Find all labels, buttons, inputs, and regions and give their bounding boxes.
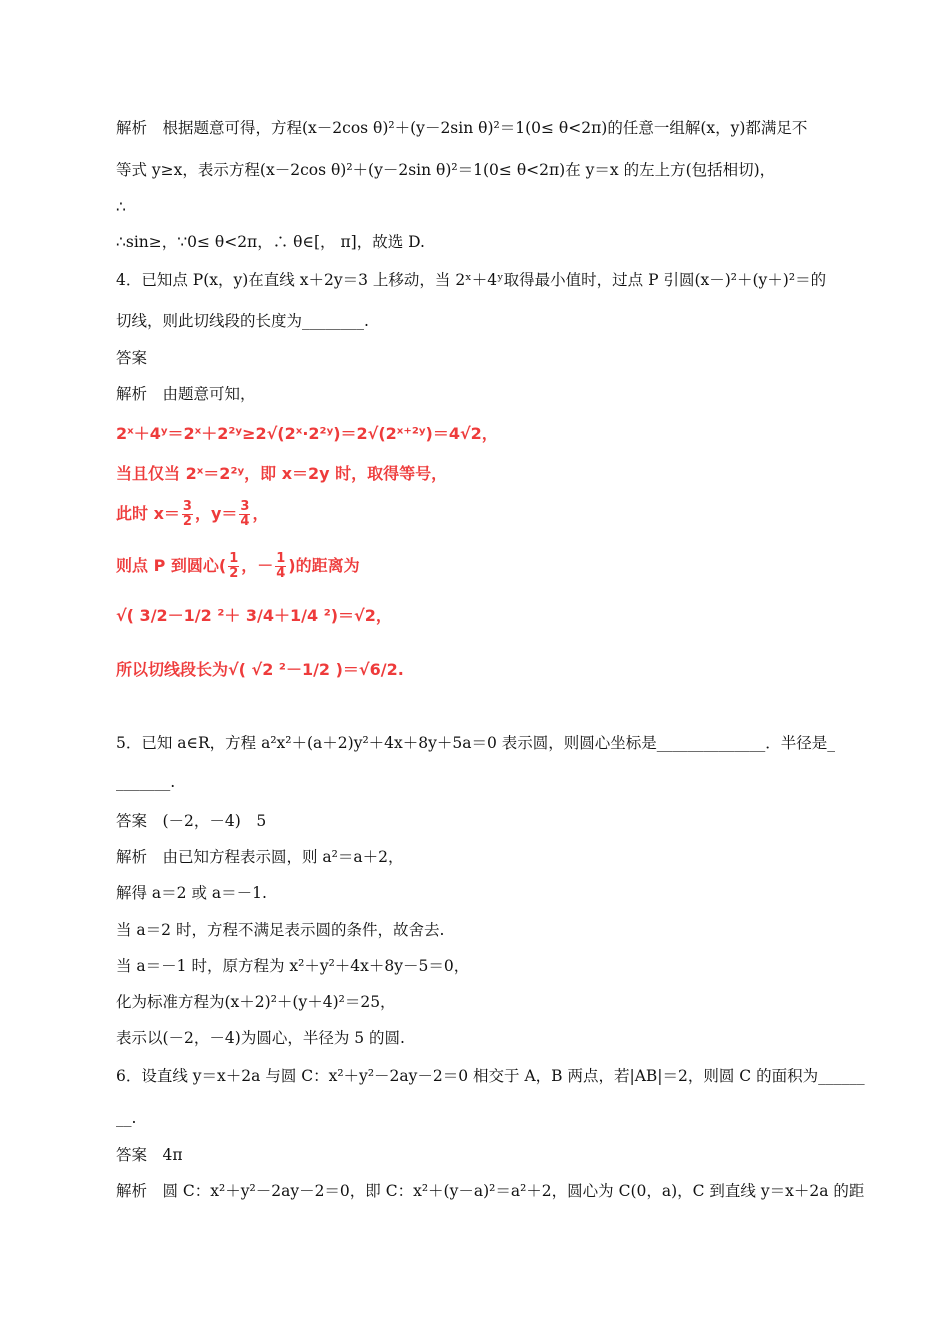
text-line: 当 a＝－1 时，原方程为 x²＋y²＋4x＋8y－5＝0， — [116, 957, 470, 975]
fraction: $\frac{1}{4}$ — [276, 551, 286, 581]
red-text: ， — [252, 504, 269, 523]
text-line: 切线，则此切线段的长度为________. — [116, 312, 369, 330]
question-6: 6．设直线 y＝x＋2a 与圆 C：x²＋y²－2ay－2＝0 相交于 A，B 两点，若|AB|＝2，则圆 C 的面积为______ — [116, 1067, 865, 1085]
text-line: 解析 根据题意可得，方程(x－2cos θ)²＋(y－2sin θ)²＝1(0≤ θ<2π)的任意一组解(x，y)都满足不 — [116, 119, 808, 137]
text-line: 解析 由题意可知， — [116, 385, 256, 403]
red-text: )的距离为 — [288, 556, 360, 575]
answer-label: 答案 — [116, 349, 148, 367]
red-formula-line: 2ˣ＋4ʸ＝2ˣ＋2²ʸ≥2√(2ˣ·2²ʸ)＝2√(2ˣ⁺²ʸ)＝4√2， — [116, 424, 498, 443]
red-text: ，－ — [241, 556, 274, 575]
text-line: 化为标准方程为(x＋2)²＋(y＋4)²＝25， — [116, 993, 396, 1011]
answer-label: 答案 4π — [116, 1146, 183, 1164]
question-5: 5．已知 a∈R，方程 a²x²＋(a＋2)y²＋4x＋8y＋5a＝0 表示圆，则圆心坐标是______________．半径是_ — [116, 734, 836, 752]
text-line: 解析 由已知方程表示圆，则 a²＝a＋2， — [116, 848, 404, 866]
text-line: 等式 y≥x，表示方程(x－2cos θ)²＋(y－2sin θ)²＝1(0≤ θ<2π)在 y＝x 的左上方(包括相切)， — [116, 161, 776, 179]
red-text: 此时 x＝ — [116, 504, 180, 523]
red-formula-line: 当且仅当 2ˣ＝2²ʸ，即 x＝2y 时，取得等号， — [116, 464, 448, 483]
fraction: $\frac{3}{4}$ — [240, 499, 250, 529]
text-line: 当 a＝2 时，方程不满足表示圆的条件，故舍去. — [116, 921, 445, 939]
red-text: ，y＝ — [194, 504, 238, 523]
red-formula-line: 所以切线段长为√( √2 ²－1/2 )＝√6/2. — [116, 660, 404, 679]
red-formula-line: √( 3/2－1/2 ²＋ 3/4＋1/4 ²)＝√2， — [116, 606, 392, 625]
text-line: _______. — [116, 773, 176, 791]
text-line: 解析 圆 C：x²＋y²－2ay－2＝0，即 C：x²＋(y－a)²＝a²＋2，圆心为 C(0，a)，C 到直线 y＝x＋2a 的距 — [116, 1182, 865, 1200]
text-line: ∴ — [116, 198, 126, 216]
text-line: 解得 a＝2 或 a＝－1. — [116, 884, 267, 902]
red-formula-line — [116, 552, 360, 581]
text-line: __. — [116, 1109, 137, 1127]
text-line: ∴sin≥，∵0≤ θ<2π，∴ θ∈[， π]，故选 D. — [116, 233, 425, 251]
question-4: 4．已知点 P(x，y)在直线 x＋2y＝3 上移动，当 2ˣ＋4ʸ取得最小值时，过点 P 引圆(x－)²＋(y＋)²＝的 — [116, 271, 827, 289]
red-formula-line — [116, 500, 268, 529]
fraction: $\frac{3}{2}$ — [182, 499, 192, 529]
answer-label: 答案 (－2，－4) 5 — [116, 812, 267, 830]
text-line: 表示以(－2，－4)为圆心，半径为 5 的圆. — [116, 1029, 405, 1047]
fraction: $\frac{1}{2}$ — [229, 551, 239, 581]
red-text: 则点 P 到圆心( — [116, 556, 227, 575]
